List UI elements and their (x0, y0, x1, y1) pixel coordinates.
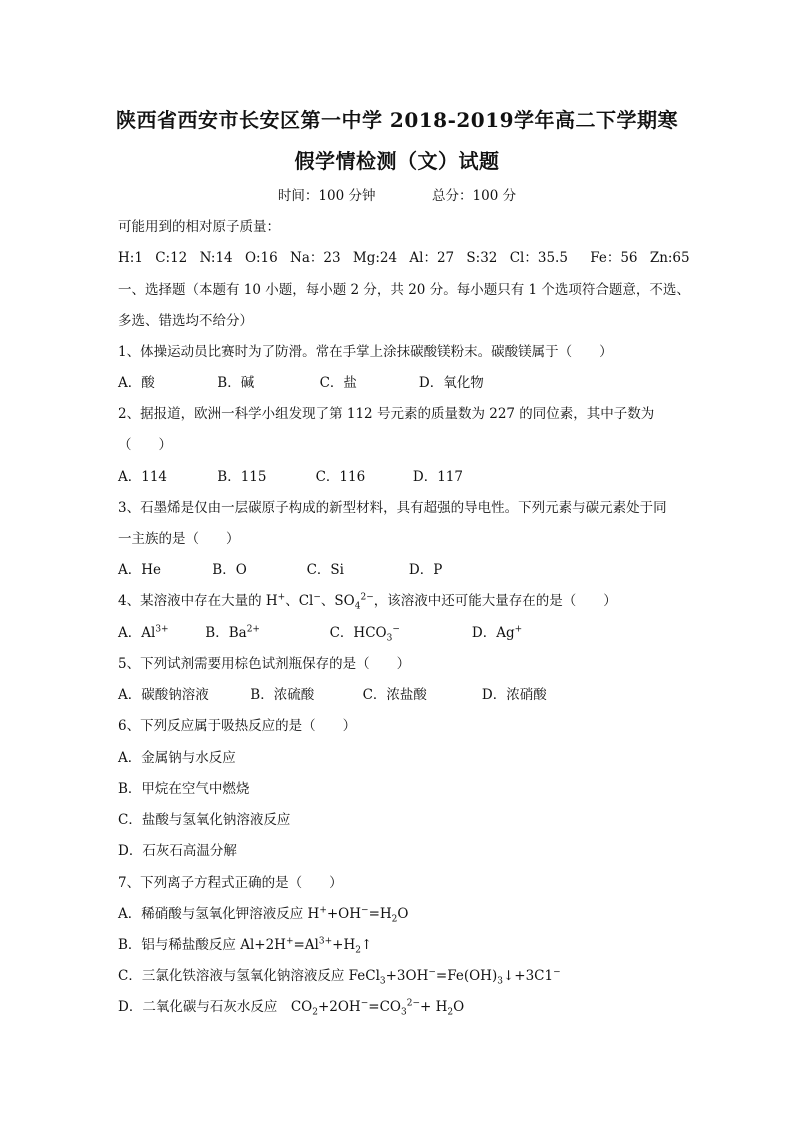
mass-al: Al：27 (409, 250, 455, 266)
q4-option-c: C．$HCO_3^-$ (329, 624, 400, 644)
q7-option-a: A．稀硝酸与氢氧化钾溶液反应 $H^++OH^-=H_2O$ (118, 905, 409, 925)
q2-option-b: B．115 (217, 469, 267, 485)
q1-option-d: D．氧化物 (418, 375, 484, 391)
q1-option-a: A．酸 (118, 375, 155, 391)
mass-fe: Fe：56 (590, 250, 638, 266)
score-label: 总分：100 分 (432, 188, 517, 204)
q5-option-b: B．浓硫酸 (250, 687, 315, 703)
exam-title-line-1: 陕西省西安市长安区第一中学 2018-2019学年高二下学期寒 (115, 108, 679, 132)
q5-option-d: D．浓硝酸 (481, 687, 547, 703)
question-2-options (118, 468, 698, 486)
question-3-stem-line-2: 一主族的是（ ） (118, 531, 240, 547)
atomic-mass-intro: 可能用到的相对原子质量： (118, 219, 280, 235)
mass-h: H:1 (118, 250, 143, 266)
q4-option-b: B．$Ba^{2+}$ (205, 624, 260, 641)
q7-option-b: B．铝与稀盐酸反应 $Al+2H^+=Al^{3+}+H_2↑$ (118, 936, 373, 956)
q7-option-d: D．二氧化碳与石灰水反应 $CO_2+2OH^-=CO_3^{2-}+ H_2O$ (118, 998, 465, 1018)
q4-option-d: D．Ag+ (471, 624, 523, 641)
question-4-stem (118, 592, 698, 610)
question-1-options (118, 374, 698, 392)
q4-so4-sub: 4 (354, 601, 361, 612)
q3-option-a: A．He (118, 562, 162, 578)
question-1-stem: 1、体操运动员比赛时为了防滑。常在手掌上涂抹碳酸镁粉末。碳酸镁属于（ ） (118, 344, 613, 360)
exam-meta (0, 187, 794, 205)
mass-c: C:12 (155, 250, 188, 266)
question-7-stem: 7、下列离子方程式正确的是（ ） (118, 875, 343, 891)
section-heading-line-2: 多选、错选均不给分） (118, 313, 253, 329)
q1-option-b: B．碱 (217, 375, 255, 391)
q6-option-b: B．甲烷在空气中燃烧 (118, 781, 250, 797)
q4-so4: 、SO (320, 593, 355, 609)
q2-option-d: D．117 (412, 469, 463, 485)
q6-option-c: C．盐酸与氢氧化钠溶液反应 (118, 812, 291, 828)
question-2-stem-line-2: （ ） (118, 437, 172, 453)
q4-so4-charge: 2− (360, 592, 374, 603)
time-label: 时间：100 分钟 (277, 188, 376, 204)
question-6-stem: 6、下列反应属于吸热反应的是（ ） (118, 718, 357, 734)
question-4-options (118, 624, 698, 642)
q5-option-c: C．浓盐酸 (362, 687, 427, 703)
q4-stem-suffix: ，该溶液中还可能大量存在的是（ ） (373, 593, 617, 609)
question-2-stem-line-1: 2、据报道，欧洲一科学小组发现了第 112 号元素的质量数为 227 的同位素，其中子数为 (118, 406, 655, 422)
q6-option-a: A．金属钠与水反应 (118, 750, 236, 766)
mass-n: N:14 (199, 250, 233, 266)
question-3-stem-line-1: 3、石墨烯是仅由一层碳原子构成的新型材料，具有超强的导电性。下列元素与碳元素处于同 (118, 500, 667, 516)
q1-option-c: C．盐 (319, 375, 357, 391)
q4-option-a: A．$Al^{3+}$ (118, 624, 169, 641)
q3-option-c: C．Si (306, 562, 344, 578)
q4-cl: 、Cl (285, 593, 314, 609)
mass-cl: Cl：35.5 (509, 250, 568, 266)
q7-option-c: C．三氯化铁溶液与氢氧化钠溶液反应 $FeCl_3+3OH^-=Fe(OH)_3↓+3C1^-$ (118, 967, 561, 987)
q3-option-b: B．O (212, 562, 247, 578)
question-5-stem: 5、下列试剂需要用棕色试剂瓶保存的是（ ） (118, 656, 411, 672)
mass-o: O:16 (244, 250, 278, 266)
atomic-mass-list (118, 249, 698, 267)
section-heading-line-1: 一、选择题（本题有 10 小题，每小题 2 分，共 20 分。每小题只有 1 个选项符合题意，不选、 (118, 282, 690, 298)
question-3-options (118, 561, 698, 579)
q2-option-a: A．114 (118, 469, 168, 485)
q3-option-d: D．P (408, 562, 443, 578)
question-5-options (118, 686, 698, 704)
mass-zn: Zn:65 (649, 250, 690, 266)
q4-h-charge: + (277, 592, 286, 603)
mass-na: Na：23 (290, 250, 341, 266)
q4-stem-prefix: 4、某溶液中存在大量的 H (118, 593, 278, 609)
q2-option-c: C．116 (315, 469, 366, 485)
q4-cl-charge: − (313, 592, 321, 603)
q5-option-a: A．碳酸钠溶液 (118, 687, 209, 703)
mass-s: S:32 (466, 250, 498, 266)
exam-title-line-2: 假学情检测（文）试题 (294, 149, 500, 173)
mass-mg: Mg:24 (352, 250, 398, 266)
q6-option-d: D．石灰石高温分解 (118, 843, 237, 859)
